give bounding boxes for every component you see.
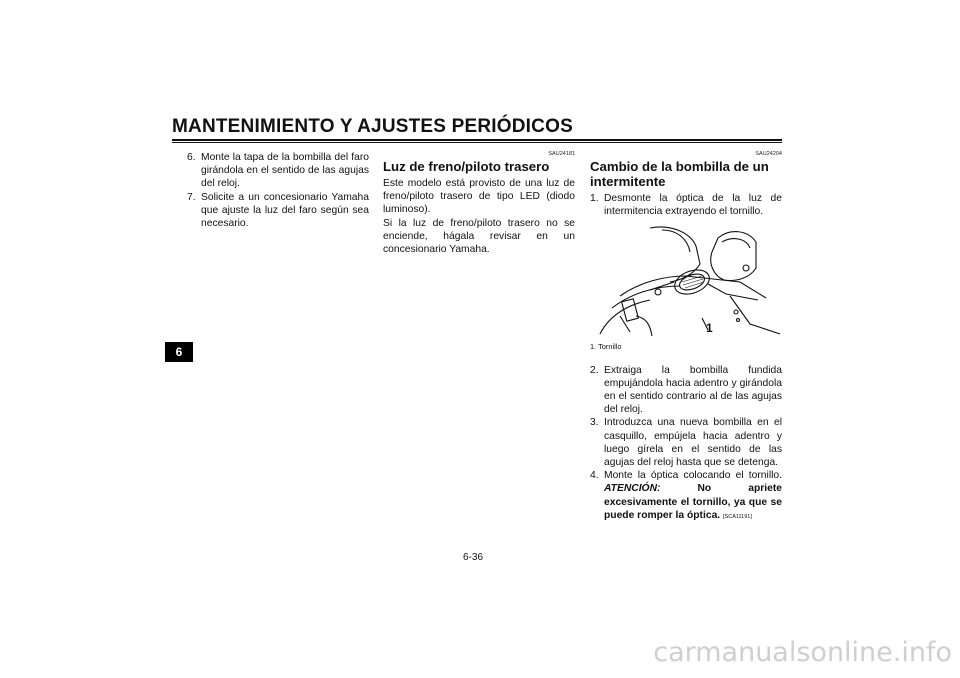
list-item — [187, 191, 369, 231]
page-title: MANTENIMIENTO Y AJUSTES PERIÓDICOS — [172, 116, 573, 137]
page-number: 6-36 — [463, 552, 484, 563]
section-title: Cambio de la bombilla de un intermitente — [590, 159, 769, 189]
step-number: 1. — [590, 193, 599, 204]
step-text-with-warning — [604, 469, 782, 524]
list-item — [590, 469, 782, 524]
step-text: Desmonte la óptica de la luz de intermitencia extrayendo el tornillo. — [604, 193, 782, 218]
header-divider — [172, 139, 782, 143]
chapter-tab: 6 — [165, 342, 193, 362]
turn-signal-illustration — [590, 224, 782, 336]
step-text: Monte la óptica colocando el tornillo. — [604, 470, 782, 482]
step-text: Monte la tapa de la bombilla del faro girándola en el sentido de las agujas del reloj. — [201, 152, 369, 190]
list-item — [590, 364, 782, 417]
list-item — [590, 192, 782, 218]
step-text: Introduzca una nueva bombilla en el casquillo, empújela hacia adentro y luego gírela en el sentido de las agujas del reloj hasta que se detenga. — [604, 417, 782, 469]
warning-text: No apriete excesivamente el tornillo, ya que se puede romper la óptica. — [604, 483, 782, 521]
step-number: 3. — [590, 417, 599, 429]
section-title: Luz de freno/piloto trasero — [383, 159, 550, 174]
section-code: SAU24204 — [755, 151, 782, 157]
warning-code: [SCA11191] — [723, 513, 752, 520]
list-item — [187, 151, 369, 191]
warning-label: ATENCIÓN: — [604, 483, 661, 495]
column-2 — [383, 151, 575, 256]
paragraph: Si la luz de freno/piloto trasero no se enciende, hágala revisar en un concesionario Yamaha. — [383, 217, 575, 256]
column-3 — [590, 151, 782, 524]
step-number: 4. — [590, 470, 599, 482]
list-item — [590, 416, 782, 469]
figure-caption: 1. Tornillo — [590, 342, 622, 352]
paragraph: Este modelo está provisto de una luz de freno/piloto trasero de tipo LED (diodo luminoso). — [383, 178, 575, 216]
column-1 — [187, 151, 369, 230]
section-code: SAU24181 — [548, 151, 575, 157]
figure-callout: 1 — [706, 321, 713, 336]
step-text: Solicite a un concesionario Yamaha que ajuste la luz del faro según sea necesario. — [201, 191, 369, 230]
turn-signal-figure — [590, 224, 782, 336]
step-number: 2. — [590, 364, 599, 376]
step-number: 6. — [187, 152, 196, 163]
step-number: 7. — [187, 191, 196, 203]
watermark: carmanualsonline.info — [653, 637, 952, 668]
step-text: Extraiga la bombilla fundida empujándola hacia adentro y girándola en el sentido contrario al de las agujas del reloj. — [604, 364, 782, 416]
